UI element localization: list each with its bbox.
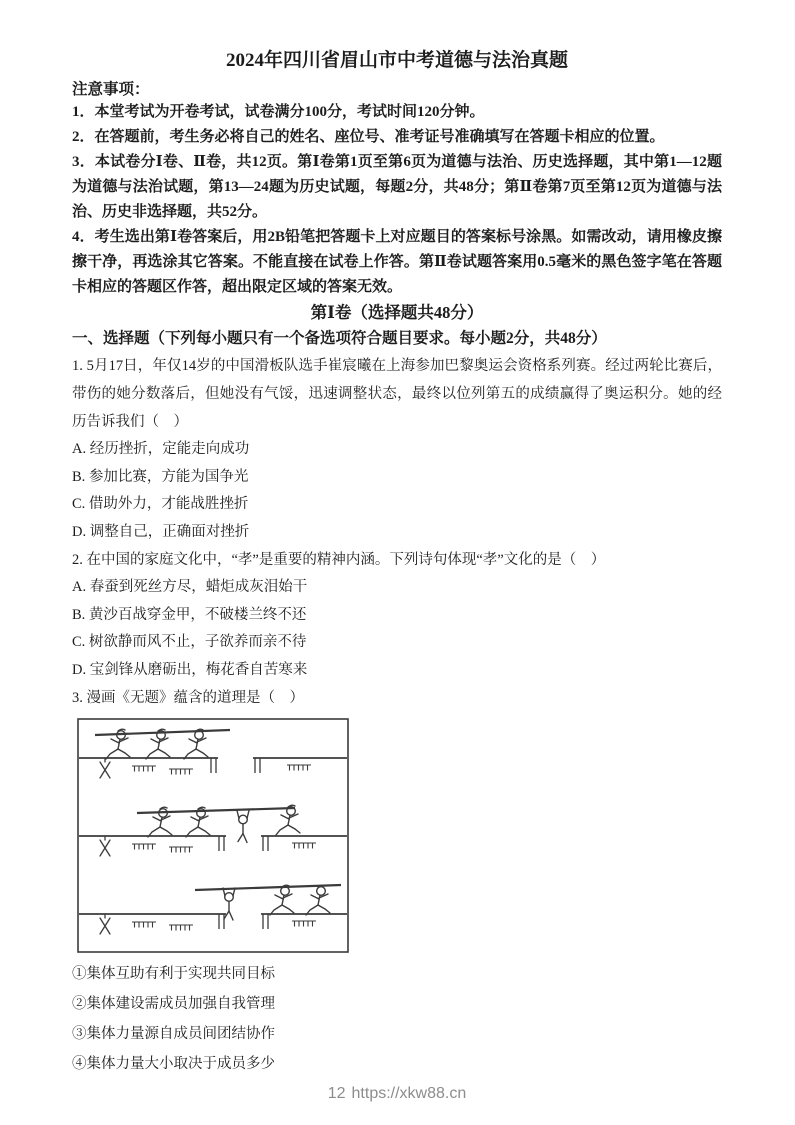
question-1-option-b: B. 参加比赛，方能为国争光 [72, 468, 249, 485]
question-1-stem: 1. 5月17日，年仅14岁的中国滑板队选手崔宸曦在上海参加巴黎奥运会资格系列赛。经过两轮比赛后，带伤的她分数落后，但她没有气馁，迅速调整状态，最终以位列第五的成绩赢得了奥运积分。她的经历告诉我们（ ） [72, 358, 722, 430]
notices-heading: 注意事项： [72, 81, 150, 98]
question-3-statement-4: ④集体力量大小取决于成员多少 [72, 1056, 275, 1072]
question-1 [72, 352, 722, 546]
question-2-stem: 2. 在中国的家庭文化中，“孝”是重要的精神内涵。下列诗句体现“孝”文化的是（ ） [72, 552, 606, 568]
question-2 [72, 546, 722, 684]
question-2-option-d: D. 宝剑锋从磨砺出，梅花香自苦寒来 [72, 661, 308, 678]
page-footer [72, 1083, 722, 1105]
section-1-header: 第Ⅰ卷（选择题共48分） [310, 303, 484, 322]
question-3-stem: 3. 漫画《无题》蕴含的道理是（ ） [72, 690, 304, 706]
notice-item-2: 2．在答题前，考生务必将自己的姓名、座位号、准考证号准确填写在答题卡相应的位置。 [72, 129, 665, 145]
question-3-statement-1: ①集体互助有利于实现共同目标 [72, 966, 275, 982]
comic-untitled-illustration [77, 718, 349, 953]
notice-item-3: 3．本试卷分Ⅰ卷、Ⅱ卷，共12页。第Ⅰ卷第1页至第6页为道德与法治、历史选择题，其中第1—12题为道德与法治试题，第13—24题为历史试题，每题2分，共48分；第Ⅱ卷第7页至第12页为道德与法治、历史非选择题，共52分。 [72, 154, 722, 220]
footer-page-number: 12 [327, 1085, 346, 1102]
question-3-statement-2: ②集体建设需成员加强自我管理 [72, 996, 275, 1012]
notice-item-4: 4．考生选出第Ⅰ卷答案后，用2B铅笔把答题卡上对应题目的答案标号涂黑。如需改动，请用橡皮擦擦干净，再选涂其它答案。不能直接在试卷上作答。第Ⅱ卷试题答案用0.5毫米的黑色签字笔在答题卡相应的答题区作答，超出限定区域的答案无效。 [72, 229, 722, 295]
question-3-statement-3: ③集体力量源自成员间团结协作 [72, 1026, 275, 1042]
question-1-option-a: A. 经历挫折，定能走向成功 [72, 441, 250, 457]
question-3-statements [72, 959, 722, 1079]
footer-url: https://xkw88.cn [351, 1085, 467, 1102]
question-3 [72, 684, 722, 1079]
question-2-option-c: C. 树欲静而风不止，子欲养而亲不待 [72, 634, 307, 650]
question-2-option-b: B. 黄沙百战穿金甲，不破楼兰终不还 [72, 606, 307, 623]
notice-item-1: 1．本堂考试为开卷考试，试卷满分100分，考试时间120分钟。 [72, 104, 485, 120]
question-2-option-a: A. 春蚕到死丝方尽，蜡炬成灰泪始干 [72, 579, 308, 595]
question-1-option-d: D. 调整自己，正确面对挫折 [72, 523, 250, 540]
page-title: 2024年四川省眉山市中考道德与法治真题 [225, 50, 568, 71]
notices-section [72, 80, 722, 300]
section-1-instruction: 一、选择题（下列每小题只有一个备选项符合题目要求。每小题2分，共48分） [72, 330, 607, 347]
comic-drawing [77, 718, 349, 953]
question-1-option-c: C. 借助外力，才能战胜挫折 [72, 496, 249, 512]
